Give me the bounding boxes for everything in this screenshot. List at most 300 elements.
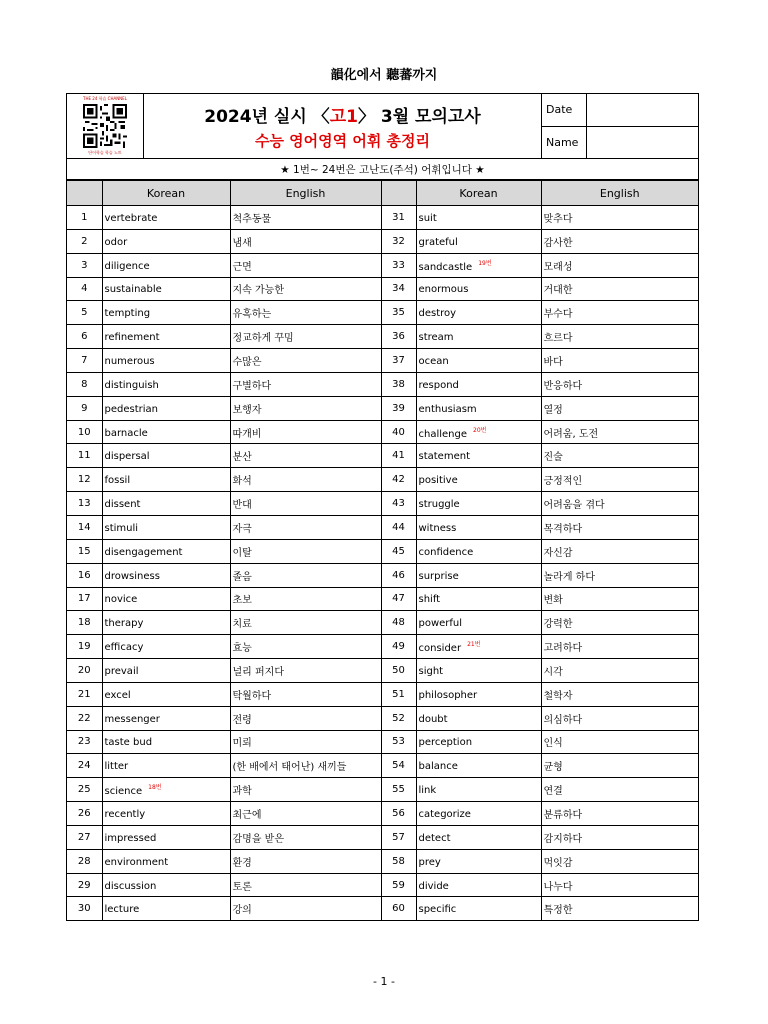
english-word-text: recently	[104, 809, 146, 821]
english-word-text: link	[418, 785, 437, 797]
row-number	[67, 396, 102, 420]
row-number-text: 31	[392, 211, 405, 223]
question-tag: 21번	[467, 641, 481, 649]
english-word-text: impressed	[104, 832, 157, 844]
row-number-text: 51	[392, 688, 405, 700]
english-word	[102, 539, 230, 563]
row-number-text: 60	[392, 903, 405, 915]
korean-meaning-text: 어려움을 겪다	[543, 500, 605, 512]
korean-meaning	[541, 492, 698, 516]
english-word-text: enormous	[418, 284, 469, 296]
row-number-text: 32	[392, 235, 405, 247]
english-word	[102, 492, 230, 516]
english-word-text: enthusiasm	[418, 403, 477, 415]
row-number-text: 28	[77, 855, 91, 867]
korean-meaning	[541, 682, 698, 706]
row-number-text: 17	[77, 593, 91, 605]
english-word	[416, 515, 541, 539]
korean-meaning-text: 분류하다	[543, 810, 583, 822]
row-number	[381, 420, 416, 444]
row-number-text: 46	[392, 569, 405, 581]
korean-meaning	[541, 301, 698, 325]
english-word	[416, 229, 541, 253]
korean-meaning-text: 척추동물	[232, 213, 272, 225]
english-word-text: barnacle	[104, 427, 148, 439]
english-word	[102, 349, 230, 373]
table-row	[67, 325, 698, 349]
row-number-text: 23	[77, 736, 91, 748]
row-number	[381, 229, 416, 253]
row-number-text: 10	[77, 426, 91, 438]
english-word-text: consider	[418, 643, 462, 655]
korean-meaning-text: 냄새	[232, 237, 252, 249]
english-word	[102, 563, 230, 587]
korean-meaning-text: 지속 가능한	[232, 285, 284, 297]
row-number-text: 44	[392, 521, 405, 533]
english-word	[416, 611, 541, 635]
date-field[interactable]	[587, 94, 698, 126]
table-row	[67, 754, 698, 778]
korean-meaning-text: 정교하게 꾸밈	[232, 333, 294, 345]
english-word	[416, 682, 541, 706]
row-number-text: 9	[81, 402, 88, 414]
exam-title-part1: 2024년 실시 〈	[204, 106, 330, 127]
english-word	[102, 802, 230, 826]
english-word	[102, 206, 230, 230]
english-word	[416, 897, 541, 920]
english-word	[416, 730, 541, 754]
table-row	[67, 372, 698, 396]
english-word-text: numerous	[104, 355, 155, 367]
korean-meaning-text: 감지하다	[543, 833, 583, 845]
english-word-text: environment	[104, 856, 169, 868]
korean-meaning-text: 유혹하는	[232, 309, 272, 321]
qr-caption-top: THE 24 학습 CHANNEL	[83, 96, 127, 101]
korean-meaning-text: 진술	[543, 452, 563, 464]
row-number	[381, 778, 416, 802]
english-word-text: sustainable	[104, 284, 162, 296]
english-word-text: balance	[418, 761, 458, 773]
korean-meaning	[541, 515, 698, 539]
english-word	[102, 825, 230, 849]
korean-meaning-text: 강력한	[543, 619, 573, 631]
row-number-text: 35	[392, 307, 405, 319]
english-word	[416, 706, 541, 730]
col-header-english: English	[230, 181, 381, 206]
korean-meaning-text: 졸음	[232, 571, 252, 583]
row-number	[381, 659, 416, 683]
korean-meaning	[541, 778, 698, 802]
row-number-text: 14	[77, 521, 91, 533]
english-word	[102, 396, 230, 420]
row-number	[381, 468, 416, 492]
english-word	[102, 849, 230, 873]
row-number	[67, 754, 102, 778]
row-number	[381, 396, 416, 420]
korean-meaning	[230, 468, 381, 492]
korean-meaning-text: 분산	[232, 452, 252, 464]
korean-meaning-text: 탁월하다	[232, 690, 272, 702]
english-word-text: messenger	[104, 713, 160, 725]
row-number-text: 26	[77, 808, 91, 820]
row-number-text: 21	[77, 688, 91, 700]
table-row	[67, 849, 698, 873]
table-row	[67, 730, 698, 754]
row-number-text: 52	[392, 712, 405, 724]
row-number-text: 49	[392, 641, 405, 653]
english-word	[416, 277, 541, 301]
row-number	[381, 825, 416, 849]
row-number	[381, 253, 416, 277]
korean-meaning-text: 놀라게 하다	[543, 571, 595, 583]
korean-meaning-text: 반대	[232, 500, 252, 512]
english-word	[416, 778, 541, 802]
korean-meaning-text: 거대한	[543, 285, 573, 297]
korean-meaning-text: 부수다	[543, 309, 573, 321]
korean-meaning-text: 연결	[543, 786, 563, 798]
korean-meaning-text: 화석	[232, 476, 252, 488]
english-word	[102, 372, 230, 396]
english-word-text: pedestrian	[104, 403, 158, 415]
vocab-sheet	[66, 93, 699, 921]
table-row	[67, 492, 698, 516]
korean-meaning-text: 과학	[232, 786, 252, 798]
row-number-text: 25	[77, 784, 91, 796]
korean-meaning-text: 고려하다	[543, 643, 583, 655]
english-word-text: positive	[418, 475, 458, 487]
english-word	[102, 515, 230, 539]
vocab-table	[67, 180, 698, 920]
row-number	[67, 492, 102, 516]
page-number: - 1 -	[373, 975, 395, 988]
row-number-text: 40	[392, 426, 405, 438]
table-row	[67, 229, 698, 253]
table-row	[67, 444, 698, 468]
english-word	[102, 897, 230, 920]
korean-meaning	[541, 444, 698, 468]
table-row	[67, 301, 698, 325]
row-number-text: 33	[392, 259, 405, 271]
row-number	[67, 897, 102, 920]
english-word-text: taste bud	[104, 737, 153, 749]
korean-meaning-text: 인식	[543, 738, 563, 750]
row-number	[381, 515, 416, 539]
english-word-text: efficacy	[104, 642, 144, 654]
korean-meaning-text: 환경	[232, 857, 252, 869]
table-row	[67, 420, 698, 444]
table-row	[67, 635, 698, 659]
korean-meaning	[230, 301, 381, 325]
korean-meaning-text: 열정	[543, 404, 563, 416]
row-number	[381, 539, 416, 563]
name-field[interactable]	[587, 127, 698, 159]
korean-meaning-text: 이탈	[232, 547, 252, 559]
korean-meaning-text: 강의	[232, 905, 252, 917]
english-word-text: powerful	[418, 618, 463, 630]
english-word	[102, 754, 230, 778]
english-word	[102, 659, 230, 683]
korean-meaning	[230, 420, 381, 444]
question-tag: 19번	[478, 259, 492, 267]
row-number-text: 5	[81, 307, 88, 319]
english-word	[102, 325, 230, 349]
english-word	[102, 682, 230, 706]
col-header-korean: Korean	[416, 181, 541, 206]
korean-meaning	[541, 849, 698, 873]
notice-banner: ★ 1번~ 24번은 고난도(주석) 어휘입니다 ★	[67, 159, 698, 180]
english-word	[416, 849, 541, 873]
korean-meaning-text: 토론	[232, 881, 252, 893]
english-word-text: stream	[418, 332, 454, 344]
row-number-text: 13	[77, 498, 91, 510]
row-number	[381, 897, 416, 920]
english-word	[416, 253, 541, 277]
korean-meaning	[230, 587, 381, 611]
title-block	[144, 94, 542, 158]
row-number-text: 19	[77, 641, 91, 653]
english-word	[416, 873, 541, 897]
english-word-text: refinement	[104, 332, 160, 344]
row-number-text: 1	[81, 211, 88, 223]
english-word-text: lecture	[104, 904, 140, 916]
english-word-text: statement	[418, 451, 470, 463]
korean-meaning	[230, 802, 381, 826]
korean-meaning	[230, 897, 381, 920]
english-word-text: categorize	[418, 809, 471, 821]
english-word	[416, 635, 541, 659]
row-number-text: 54	[392, 760, 405, 772]
table-row	[67, 468, 698, 492]
row-number-text: 43	[392, 498, 405, 510]
english-word-text: struggle	[418, 499, 460, 511]
row-number	[67, 873, 102, 897]
korean-meaning	[230, 444, 381, 468]
korean-meaning	[230, 539, 381, 563]
english-word-text: therapy	[104, 618, 144, 630]
english-word	[416, 372, 541, 396]
korean-meaning-text: 구별하다	[232, 380, 272, 392]
col-header-english: English	[541, 181, 698, 206]
row-number	[67, 682, 102, 706]
korean-meaning	[541, 659, 698, 683]
row-number	[67, 372, 102, 396]
row-number	[381, 873, 416, 897]
korean-meaning-text: (한 배에서 태어난) 새끼들	[232, 762, 347, 774]
korean-meaning	[230, 492, 381, 516]
row-number	[381, 301, 416, 325]
korean-meaning	[230, 659, 381, 683]
korean-meaning-text: 시각	[543, 666, 563, 678]
english-word	[102, 229, 230, 253]
row-number-text: 4	[81, 283, 88, 295]
english-word	[102, 611, 230, 635]
row-number-text: 18	[77, 617, 91, 629]
english-word-text: doubt	[418, 713, 448, 725]
row-number-text: 45	[392, 545, 405, 557]
english-word-text: dispersal	[104, 451, 150, 463]
korean-meaning-text: 의심하다	[543, 714, 583, 726]
english-word-text: surprise	[418, 570, 459, 582]
korean-meaning	[230, 349, 381, 373]
row-number	[381, 682, 416, 706]
row-number-text: 2	[81, 235, 88, 247]
row-number-text: 30	[77, 903, 91, 915]
row-number	[381, 325, 416, 349]
korean-meaning-text: 미뢰	[232, 738, 252, 750]
korean-meaning	[230, 563, 381, 587]
english-word-text: divide	[418, 880, 449, 892]
korean-meaning	[230, 635, 381, 659]
row-number	[67, 611, 102, 635]
row-number-text: 53	[392, 736, 405, 748]
row-number-text: 12	[77, 474, 91, 486]
korean-meaning-text: 긍정적인	[543, 476, 583, 488]
table-row	[67, 587, 698, 611]
row-number-text: 7	[81, 354, 88, 366]
row-number	[67, 229, 102, 253]
row-number	[381, 754, 416, 778]
english-word-text: dissent	[104, 499, 141, 511]
english-word-text: drowsiness	[104, 570, 160, 582]
english-word	[102, 301, 230, 325]
english-word	[416, 587, 541, 611]
english-word	[416, 492, 541, 516]
korean-meaning	[541, 587, 698, 611]
row-number-text: 59	[392, 879, 405, 891]
korean-meaning	[541, 325, 698, 349]
korean-meaning-text: 자극	[232, 523, 252, 535]
row-number	[381, 587, 416, 611]
row-number	[67, 802, 102, 826]
english-word-text: discussion	[104, 880, 157, 892]
korean-meaning-text: 감명을 받은	[232, 833, 284, 845]
english-word	[416, 206, 541, 230]
korean-meaning	[541, 253, 698, 277]
english-word-text: diligence	[104, 260, 150, 272]
english-word	[102, 635, 230, 659]
english-word-text: shift	[418, 594, 441, 606]
row-number	[381, 444, 416, 468]
exam-subtitle: 수능 영어영역 어휘 총정리	[254, 131, 431, 150]
english-word-text: vertebrate	[104, 212, 158, 224]
english-word	[102, 730, 230, 754]
korean-meaning	[541, 706, 698, 730]
row-number-text: 8	[81, 378, 88, 390]
korean-meaning	[230, 778, 381, 802]
english-word-text: sight	[418, 665, 444, 677]
english-word	[416, 325, 541, 349]
row-number	[67, 778, 102, 802]
col-header-korean: Korean	[102, 181, 230, 206]
korean-meaning	[541, 873, 698, 897]
english-word	[416, 802, 541, 826]
col-header-no	[67, 181, 102, 206]
row-number	[67, 730, 102, 754]
row-number-text: 22	[77, 712, 91, 724]
row-number-text: 20	[77, 664, 91, 676]
korean-meaning	[541, 563, 698, 587]
korean-meaning-text: 모래성	[543, 261, 573, 273]
row-number	[67, 206, 102, 230]
row-number-text: 34	[392, 283, 405, 295]
korean-meaning-text: 초보	[232, 595, 252, 607]
row-number	[67, 563, 102, 587]
english-word	[102, 873, 230, 897]
korean-meaning	[541, 420, 698, 444]
korean-meaning-text: 최근에	[232, 810, 262, 822]
korean-meaning-text: 근면	[232, 261, 252, 273]
korean-meaning-text: 균형	[543, 762, 563, 774]
date-row	[542, 94, 698, 126]
english-word-text: respond	[418, 379, 459, 391]
row-number	[381, 277, 416, 301]
korean-meaning	[541, 396, 698, 420]
row-number	[67, 635, 102, 659]
row-number	[67, 659, 102, 683]
row-number-text: 50	[392, 664, 405, 676]
english-word	[416, 825, 541, 849]
col-header-no	[381, 181, 416, 206]
korean-meaning	[541, 825, 698, 849]
english-word-text: stimuli	[104, 522, 139, 534]
table-row	[67, 659, 698, 683]
korean-meaning	[230, 873, 381, 897]
row-number-text: 57	[392, 831, 405, 843]
row-number	[381, 730, 416, 754]
korean-meaning-text: 감사한	[543, 237, 573, 249]
row-number-text: 42	[392, 474, 405, 486]
table-row	[67, 825, 698, 849]
english-word	[416, 349, 541, 373]
table-header-row	[67, 181, 698, 206]
korean-meaning	[230, 229, 381, 253]
row-number-text: 37	[392, 354, 405, 366]
row-number	[381, 635, 416, 659]
row-number	[67, 325, 102, 349]
row-number	[67, 515, 102, 539]
sheet-header	[67, 94, 698, 159]
english-word	[102, 277, 230, 301]
english-word	[102, 778, 230, 802]
korean-meaning-text: 변화	[543, 595, 563, 607]
name-row	[542, 126, 698, 159]
korean-meaning	[541, 802, 698, 826]
exam-title-grade: 고1	[329, 106, 358, 127]
row-number	[67, 539, 102, 563]
korean-meaning	[230, 515, 381, 539]
korean-meaning	[230, 682, 381, 706]
table-row	[67, 563, 698, 587]
english-word-text: perception	[418, 737, 473, 749]
korean-meaning-text: 바다	[543, 356, 563, 368]
english-word	[102, 587, 230, 611]
korean-meaning-text: 효능	[232, 643, 252, 655]
row-number	[67, 301, 102, 325]
meta-block	[542, 94, 698, 158]
row-number	[67, 444, 102, 468]
row-number-text: 39	[392, 402, 405, 414]
vocab-table-body	[67, 206, 698, 921]
row-number	[67, 420, 102, 444]
question-tag: 18번	[148, 784, 162, 792]
korean-meaning-text: 따개비	[232, 428, 262, 440]
english-word-text: distinguish	[104, 379, 159, 391]
table-row	[67, 539, 698, 563]
qr-code-icon	[83, 104, 127, 148]
table-row	[67, 253, 698, 277]
row-number-text: 41	[392, 450, 405, 462]
korean-meaning-text: 먹잇감	[543, 857, 573, 869]
